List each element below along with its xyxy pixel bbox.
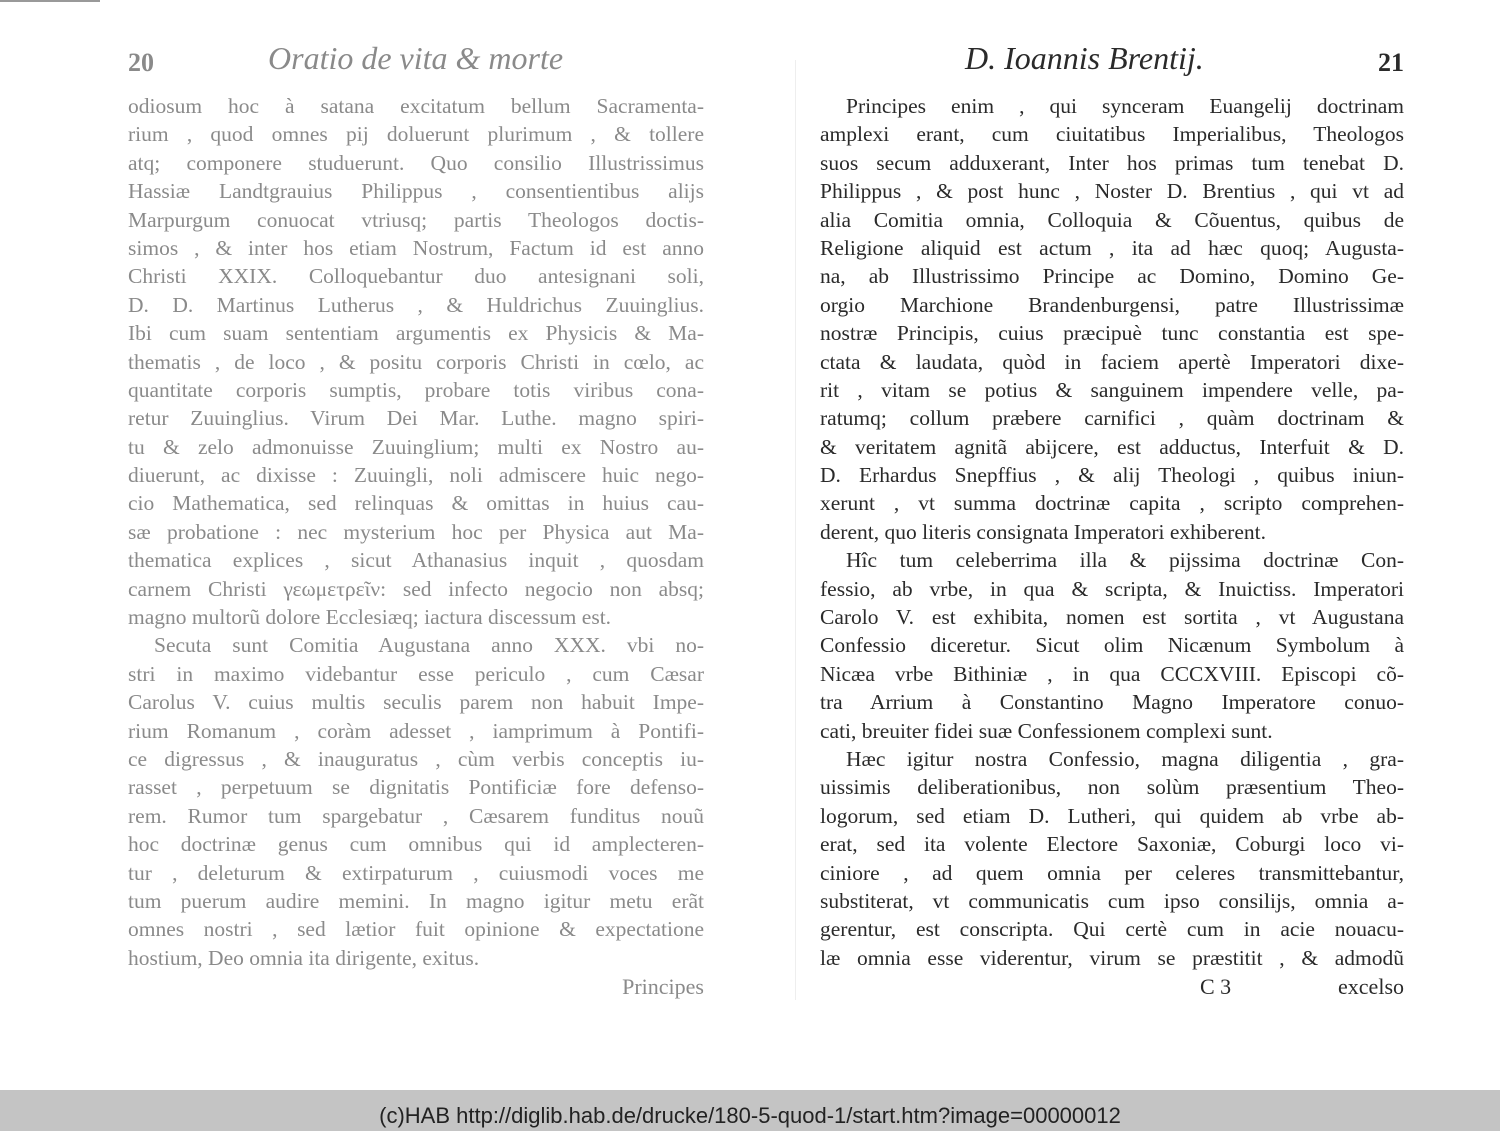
text-line: atq; componere studuerunt. Quo consilio Illustrissimus — [128, 150, 704, 175]
text-line: gerentur, est conscripta. Qui certè cum in acie nouacu- — [820, 917, 1404, 942]
scan-edge-mark — [0, 0, 100, 2]
text-line: diuerunt, ac dixisse : Zuuingli, noli admiscere huic nego- — [128, 463, 704, 488]
text-line: Carolus V. cuius multis seculis parem non habuit Impe- — [128, 690, 704, 715]
text-line: D. D. Martinus Lutherus , & Huldrichus Zuuinglius. — [128, 292, 704, 317]
text-line: tra Arrium à Constantino Magno Imperatore conuo- — [820, 690, 1404, 715]
text-line: ciniore , ad quem omnia per celeres transmittebantur, — [820, 860, 1404, 885]
text-line: Secuta sunt Comitia Augustana anno XXX. vbi no- — [154, 633, 704, 658]
text-line: rem. Rumor tum spargebatur , Cæsarem funditus nouũ — [128, 803, 704, 828]
text-line: orgio Marchione Brandenburgensi, patre Illustrissimæ — [820, 292, 1404, 317]
text-line: omnes nostri , sed lætior fuit opinione & expectatione — [128, 917, 704, 942]
text-line: tur , deleturum & extirpaturum , cuiusmodi voces me — [128, 860, 704, 885]
text-line: cio Mathematica, sed relinquas & omittas in huius cau- — [128, 491, 704, 516]
text-line: rium Romanum , coràm adesset , iamprimum à Pontifi- — [128, 718, 704, 743]
text-line: ctata & laudata, quòd in faciem apertè Imperatori dixe- — [820, 349, 1404, 374]
text-line: sæ probatione : nec mysterium hoc per Physica aut Ma- — [128, 519, 704, 544]
catchword: Principes — [622, 974, 704, 1000]
text-line: Marpurgum conuocat vtriusq; partis Theologos doctis- — [128, 207, 704, 232]
text-line: retur Zuuinglius. Virum Dei Mar. Luthe. magno spiri- — [128, 406, 704, 431]
catchword: excelso — [1338, 974, 1404, 1000]
page-number: 20 — [128, 48, 154, 77]
text-line: ce digressus , & inauguratus , cùm verbis conceptis iu- — [128, 746, 704, 771]
text-line: læ omnia esse viderentur, virum se præstitit , & admodũ — [820, 945, 1404, 970]
text-line: Hîc tum celeberrima illa & pijssima doctrinæ Con- — [846, 548, 1404, 573]
text-line: Nicæa vrbe Bithiniæ , in qua CCCXVIII. Episcopi cõ- — [820, 661, 1404, 686]
text-line: Religione aliquid est actum , ita ad hæc quoq; Augusta- — [820, 235, 1404, 260]
text-line: thematica explices , sicut Athanasius inquit , quosdam — [128, 548, 704, 573]
text-line: nostræ Principis, cuius præcipuè tunc constantia est spe- — [820, 321, 1404, 346]
text-line: ratumq; collum præbere carnifici , quàm doctrinam & — [820, 406, 1404, 431]
text-line: logorum, sed etiam D. Lutheri, qui quidem ab vrbe ab- — [820, 803, 1404, 828]
text-line: cati, breuiter fidei suæ Confessionem complexi sunt. — [820, 718, 1273, 743]
text-line: derent, quo literis consignata Imperatori exhiberent. — [820, 519, 1266, 544]
book-gutter — [795, 60, 796, 1000]
text-line: Principes enim , qui synceram Euangelij doctrinam — [846, 94, 1404, 118]
right-page-text — [820, 92, 1404, 972]
text-line: hostium, Deo omnia ita dirigente, exitus. — [128, 945, 480, 970]
page-number: 21 — [1378, 48, 1404, 77]
left-page — [128, 40, 704, 1002]
text-line: hoc doctrinæ genus cum omnibus qui id amplecteren- — [128, 832, 704, 857]
text-line: & veritatem agnitã abijcere, est adductus, Interfuit & D. — [820, 434, 1404, 459]
right-page — [820, 40, 1404, 1002]
text-line: Philippus , & post hunc , Noster D. Brentius , qui vt ad — [820, 179, 1404, 204]
text-line: rasset , perpetuum se dignitatis Pontificiæ fore defenso- — [128, 775, 704, 800]
left-page-text — [128, 92, 704, 972]
text-line: D. Erhardus Snepffius , & alij Theologi , quibus iniun- — [820, 463, 1404, 488]
right-page-header — [820, 40, 1404, 88]
footer-text: (c)HAB http://diglib.hab.de/drucke/180-5-quod-1/start.htm?image=00000012 — [379, 1103, 1121, 1128]
text-line: Hassiæ Landtgrauius Philippus , consentientibus alijs — [128, 179, 704, 204]
text-line: carnem Christi γεωμετρεῖν: sed infecto negocio non absq; — [128, 576, 704, 601]
text-line: substiterat, vt communicatis cum ipso consilijs, omnia a- — [820, 888, 1404, 913]
left-catchword-line — [128, 972, 704, 1002]
running-title: D. Ioannis Brentij. — [965, 40, 1204, 76]
text-line: uissimis deliberationibus, non solùm præsentium Theo- — [820, 775, 1404, 800]
text-line: thematis , de loco , & positu corporis Christi in cœlo, ac — [128, 349, 704, 374]
text-line: amplexi erant, cum ciuitatibus Imperialibus, Theologos — [820, 122, 1404, 147]
copyright-footer — [0, 1090, 1500, 1131]
text-line: tu & zelo admonuisse Zuuinglium; multi ex Nostro au- — [128, 434, 704, 459]
text-line: suos secum adduxerant, Inter hos primas tum tenebat D. — [820, 150, 1404, 175]
running-title: Oratio de vita & morte — [268, 40, 564, 76]
text-line: odiosum hoc à satana excitatum bellum Sacramenta- — [128, 94, 704, 118]
text-line: magno multorũ dolore Ecclesiæq; iactura discessum est. — [128, 605, 612, 630]
text-line: rium , quod omnes pij doluerunt plurimum , & tollere — [128, 122, 704, 147]
signature-mark: C 3 — [1200, 974, 1232, 1000]
text-line: alia Comitia omnia, Colloquia & Cõuentus, quibus de — [820, 207, 1404, 232]
text-line: Confessio diceretur. Sicut olim Nicænum Symbolum à — [820, 633, 1404, 658]
text-line: xerunt , vt summa doctrinæ capita , scripto comprehen- — [820, 491, 1404, 516]
right-catchword-line — [820, 972, 1404, 1002]
text-line: Ibi cum suam sententiam argumentis ex Physicis & Ma- — [128, 321, 704, 346]
text-line: rit , vitam se potius & sanguinem impendere velle, pa- — [820, 377, 1404, 402]
text-line: fessio, ab vrbe, in qua & scripta, & Inuictiss. Imperatori — [820, 576, 1404, 601]
text-line: erat, sed ita volente Electore Saxoniæ, Coburgi loco vi- — [820, 832, 1404, 857]
left-page-header — [128, 40, 704, 88]
text-line: Christi XXIX. Colloquebantur duo antesignani soli, — [128, 264, 704, 289]
text-line: na, ab Illustrissimo Principe ac Domino, Domino Ge- — [820, 264, 1404, 289]
text-line: Hæc igitur nostra Confessio, magna diligentia , gra- — [846, 746, 1404, 771]
text-line: quantitate corporis sumptis, probare totis viribus cona- — [128, 377, 704, 402]
text-line: tum puerum audire memini. In magno igitur metu erãt — [128, 888, 704, 913]
text-line: stri in maximo videbantur esse periculo , cum Cæsar — [128, 661, 704, 686]
text-line: Carolo V. est exhibita, nomen est sortita , vt Augustana — [820, 605, 1404, 630]
text-line: simos , & inter hos etiam Nostrum, Factum id est anno — [128, 235, 704, 260]
